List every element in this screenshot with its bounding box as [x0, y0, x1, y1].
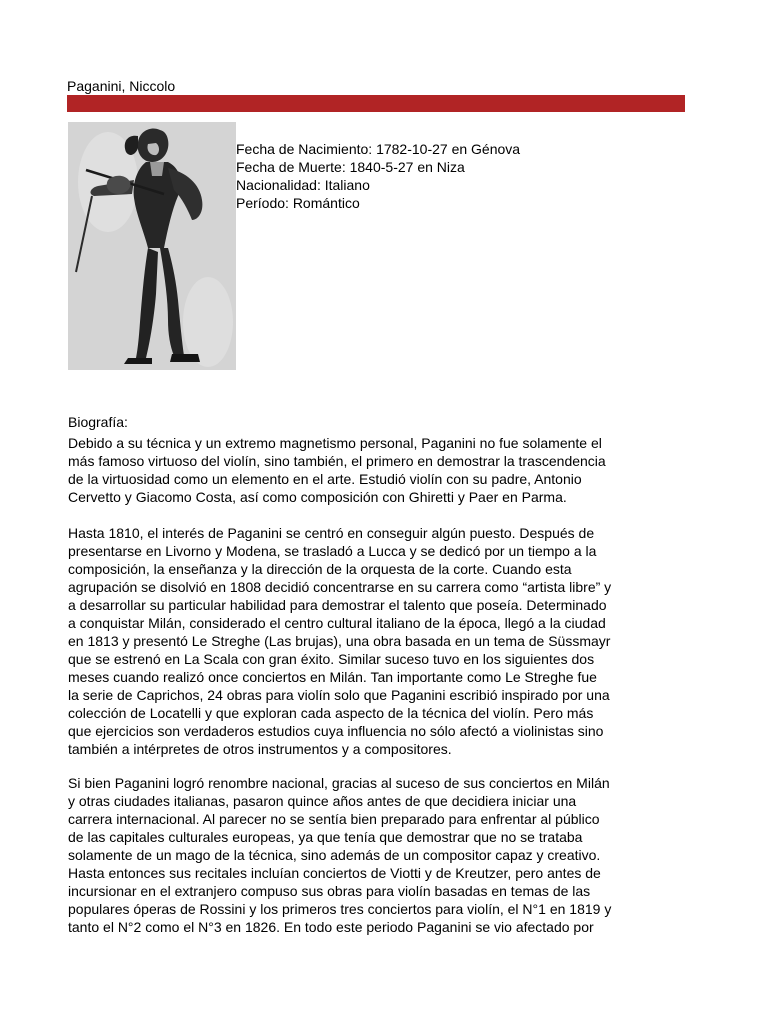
period: Período: Romántico — [236, 195, 360, 211]
text-line: tanto el N°2 como el N°3 en 1826. En todo este periodo Paganini se vio afectado por — [68, 919, 594, 935]
text-line: que se estrenó en La Scala con gran éxito. Similar suceso tuvo en los siguientes dos — [68, 651, 595, 667]
text-line: de la virtuosidad como un elemento en el arte. Estudió violín con su padre, Antonio — [68, 471, 582, 487]
birth-date: Fecha de Nacimiento: 1782-10-27 en Génova — [236, 141, 521, 157]
title-divider-bar — [67, 95, 685, 112]
text-line: Debido a su técnica y un extremo magnetismo personal, Paganini no fue solamente el — [68, 435, 602, 451]
biography-paragraph-2 — [68, 524, 668, 758]
text-line: de las capitales culturales europeas, ya que tenía que demostrar que no se trataba — [68, 829, 583, 845]
text-line: solamente de un mago de la técnica, sino además de un compositor capaz y creativo. — [68, 847, 601, 863]
text-line: populares óperas de Rossini y los primeros tres conciertos para violín, el N°1 en 1819 y — [68, 901, 612, 917]
page-title: Paganini, Niccolo — [67, 78, 176, 94]
text-line: también a intérpretes de otros instrumentos y a compositores. — [68, 741, 452, 757]
text-line: que ejercicios son verdaderos estudios cuya influencia no sólo afectó a violinistas sino — [68, 723, 604, 739]
composer-facts — [236, 140, 520, 212]
text-line: colección de Locatelli y que exploran cada aspecto de la técnica del violín. Pero más — [68, 705, 594, 721]
text-line: agrupación se disolvió en 1808 decidió concentrarse en su carrera como “artista libre” y — [68, 579, 612, 595]
biography-heading: Biografía: — [68, 414, 128, 430]
text-line: Si bien Paganini logró renombre nacional, gracias al suceso de sus conciertos en Milán — [68, 775, 610, 791]
text-line: carrera internacional. Al parecer no se sentía bien preparado para enfrentar al público — [68, 811, 600, 827]
text-line: a conquistar Milán, considerado el centro cultural italiano de la época, llegó a la ciudad — [68, 615, 606, 631]
biography-paragraph-1 — [68, 434, 668, 506]
text-line: la serie de Caprichos, 24 obras para violín solo que Paganini escribió inspirado por una — [68, 687, 610, 703]
text-line: meses cuando realizó once conciertos en Milán. Tan importante como Le Streghe fue — [68, 669, 597, 685]
text-line: presentarse en Livorno y Modena, se trasladó a Lucca y se dedicó por un tiempo a la — [68, 543, 597, 559]
text-line: a desarrollar su particular habilidad para demostrar el talento que poseía. Determinado — [68, 597, 607, 613]
death-date: Fecha de Muerte: 1840-5-27 en Niza — [236, 159, 465, 175]
violinist-portrait-image — [68, 122, 236, 370]
text-line: más famoso virtuoso del violín, sino también, el primero en demostrar la trascendencia — [68, 453, 606, 469]
biography-paragraph-3 — [68, 774, 668, 936]
text-line: incursionar en el extranjero compuso sus obras para violín basadas en temas de las — [68, 883, 591, 899]
text-line: Cervetto y Giacomo Costa, así como composición con Ghiretti y Paer en Parma. — [68, 489, 567, 505]
text-line: Hasta entonces sus recitales incluían conciertos de Viotti y de Kreutzer, pero antes de — [68, 865, 601, 881]
text-line: composición, la enseñanza y la dirección de la orquesta de la corte. Cuando esta — [68, 561, 572, 577]
text-line: y otras ciudades italianas, pasaron quince años antes de que decidiera iniciar una — [68, 793, 577, 809]
nationality: Nacionalidad: Italiano — [236, 177, 370, 193]
text-line: en 1813 y presentó Le Streghe (Las brujas), una obra basada en un tema de Süssmayr — [68, 633, 611, 649]
text-line: Hasta 1810, el interés de Paganini se centró en conseguir algún puesto. Después de — [68, 525, 595, 541]
